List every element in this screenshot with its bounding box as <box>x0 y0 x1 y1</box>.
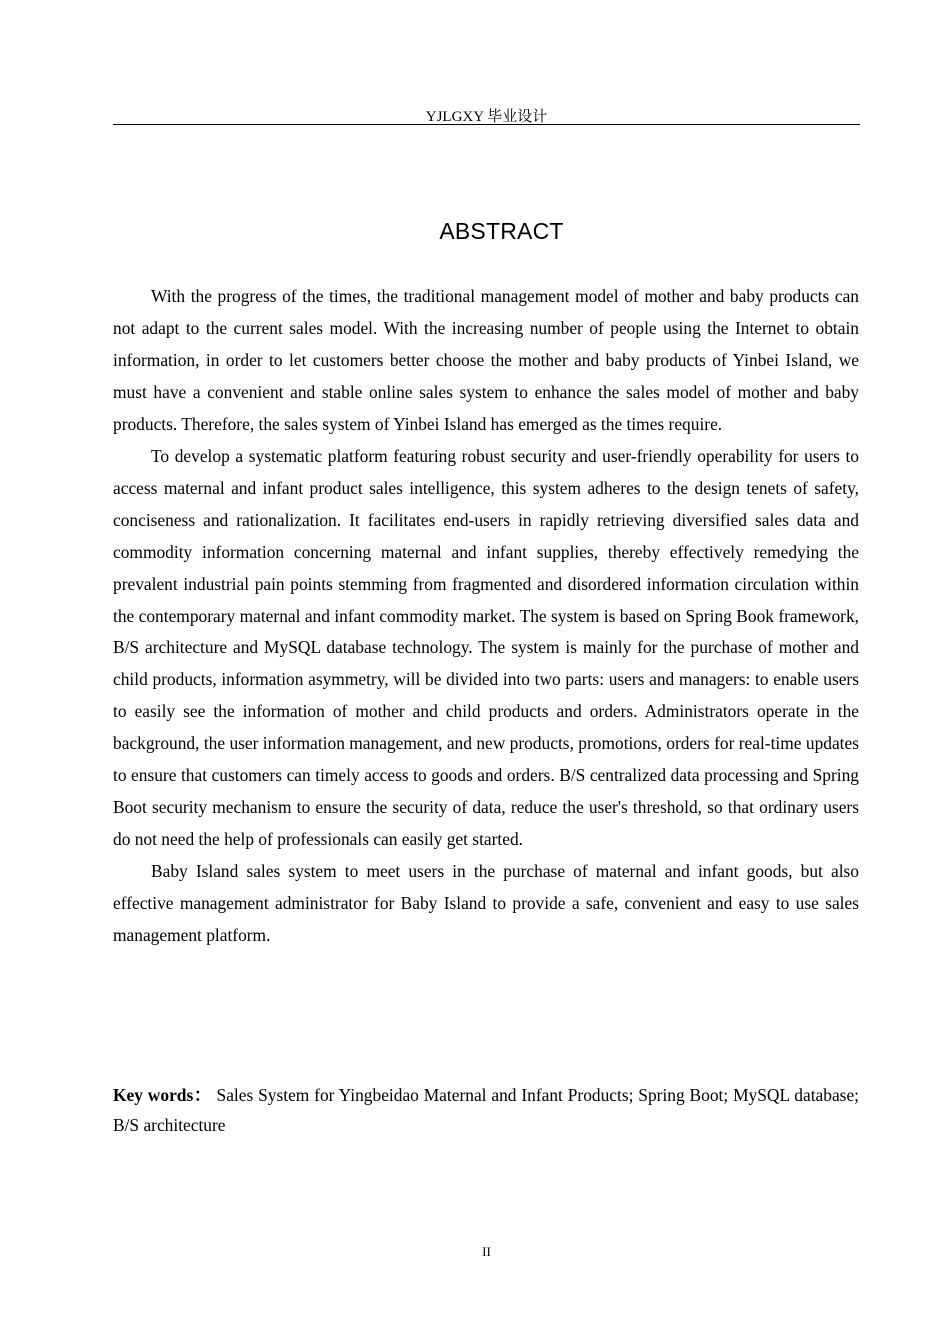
abstract-body <box>113 281 859 952</box>
header-rule <box>113 124 860 125</box>
running-header: YJLGXY 毕业设计 <box>425 109 548 125</box>
abstract-paragraph-3: Baby Island sales system to meet users in the purchase of maternal and infant goods, but also effective management administrator for Baby Island to provide a safe, convenient and easy to use sales management platform. <box>113 861 859 946</box>
abstract-paragraph-1: With the progress of the times, the traditional management model of mother and baby products can not adapt to the current sales model. With the increasing number of people using the Internet to obtain information, in order to let customers better choose the mother and baby products of Yinbei Island, we must have a convenient and stable online sales system to enhance the sales model of mother and baby products. Therefore, the sales system of Yinbei Island has emerged as the times require. <box>113 286 859 434</box>
abstract-title: ABSTRACT <box>439 218 564 244</box>
keywords-block <box>113 1080 859 1140</box>
abstract-paragraph-2: To develop a systematic platform featuring robust security and user-friendly operability for users to access maternal and infant product sales intelligence, this system adheres to the design tenets of safety, conciseness and rationalization. It facilitates end-users in rapidly retrieving diversified sales data and commodity information concerning maternal and infant supplies, thereby effectively remedying the prevalent industrial pain points stemming from fragmented and disordered information circulation within the contemporary maternal and infant commodity market. The system is based on Spring Book framework, B/S architecture and MySQL database technology. The system is mainly for the purchase of mother and child products, information asymmetry, will be divided into two parts: users and managers: to enable users to easily see the information of mother and child products and orders. Administrators operate in the background, the user information management, and new products, promotions, orders for real-time updates to ensure that customers can timely access to goods and orders. B/S centralized data processing and Spring Boot security mechanism to ensure the security of data, reduce the user's threshold, so that ordinary users do not need the help of professionals can easily get started. <box>113 445 859 850</box>
keywords-label: Key words： <box>113 1085 212 1105</box>
page-number: II <box>482 1244 491 1259</box>
keywords-text: Sales System for Yingbeidao Maternal and Infant Products; Spring Boot; MySQL database; B/S architecture <box>113 1085 859 1135</box>
